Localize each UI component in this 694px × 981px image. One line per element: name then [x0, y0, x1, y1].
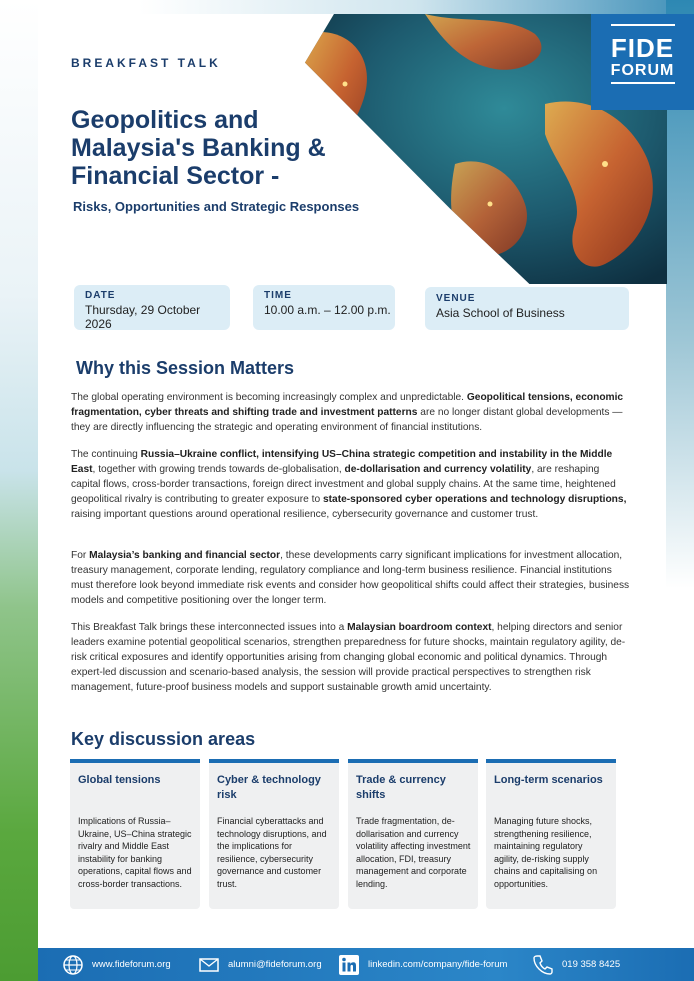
- card-trade-currency-shifts: [348, 759, 478, 909]
- website-link[interactable]: www.fideforum.org: [92, 959, 171, 970]
- venue-label: VENUE: [436, 293, 476, 304]
- time-value: 10.00 a.m. – 12.00 p.m.: [264, 303, 391, 317]
- right-gradient-bar: [666, 0, 694, 981]
- logo-underline: [611, 82, 675, 84]
- left-gradient-bar: [0, 0, 38, 981]
- card-body: Financial cyberattacks and technology disruptions, and the implications for resilience, cybersecurity governance and customer trust.: [217, 816, 327, 889]
- contact-footer: [38, 948, 694, 981]
- card-body: Managing future shocks, strengthening resilience, maintaining regulatory agility, de-risking supply chains and capitalising on opportunities.: [494, 816, 598, 889]
- body-text: , are reshaping capital flows, cross-border transactions, foreign direct investment and global supply chains. At the same time, heightened geopolitical rivalry is contributing to greater exposure to: [71, 464, 616, 505]
- body-text: raising important questions around operational resilience, cybersecurity governance and customer trust.: [71, 509, 539, 520]
- event-type-label: BREAKFAST TALK: [71, 56, 221, 70]
- page-subtitle: Risks, Opportunities and Strategic Responses: [73, 199, 360, 214]
- body-text: are no longer distant global developments — they are directly influencing the strategic and operating environment of financial institutions.: [71, 407, 623, 433]
- key-areas-heading: Key discussion areas: [71, 729, 256, 749]
- emphasis-text: de-dollarisation and currency volatility: [344, 464, 532, 475]
- top-decor-strip: [0, 0, 694, 14]
- time-label: TIME: [264, 290, 292, 301]
- logo-text-fide: FIDE: [610, 33, 675, 63]
- linkedin-icon: [338, 954, 360, 976]
- body-text: The continuing: [71, 449, 141, 460]
- envelope-icon: [198, 954, 220, 976]
- body-text: , these developments carry significant implications for investment allocation, treasury management, corporate lending, regulatory compliance and long-term business resilience. Financial institutions must therefore look beyond immediate risk events and consider how geopolitical shifts could affect their strategies, business models and competitive positioning over the longer term.: [71, 550, 630, 606]
- globe-icon: [62, 954, 84, 976]
- emphasis-text: Malaysian boardroom context: [347, 622, 492, 633]
- emphasis-text: Malaysia’s banking and financial sector: [89, 550, 281, 561]
- card-title: Global tensions: [78, 774, 161, 786]
- why-paragraph-1: [71, 390, 631, 435]
- logo-text-forum: FORUM: [610, 62, 675, 79]
- time-box: [253, 285, 395, 330]
- linkedin-link[interactable]: linkedin.com/company/fide-forum: [368, 959, 508, 970]
- why-paragraph-3: [71, 548, 631, 608]
- phone-number[interactable]: 019 358 8425: [562, 959, 621, 970]
- date-label: DATE: [85, 290, 116, 301]
- email-link[interactable]: alumni@fideforum.org: [228, 959, 322, 970]
- card-title: Trade & currency shifts: [356, 774, 446, 801]
- fide-forum-logo: [591, 14, 694, 110]
- emphasis-text: Geopolitical tensions, economic fragmentation, cyber threats and shifting trade and investment patterns: [71, 392, 624, 418]
- card-long-term-scenarios: [486, 759, 616, 909]
- card-global-tensions: [70, 759, 200, 909]
- card-body: Trade fragmentation, de-dollarisation and currency volatility affecting investment allocation, FDI, treasury management and corporate lending.: [356, 816, 471, 889]
- card-title: Long-term scenarios: [494, 774, 603, 786]
- card-body: Implications of Russia–Ukraine, US–China strategic rivalry and Middle East instability for banking operations, capital flows and cross-border transactions.: [78, 816, 192, 889]
- why-paragraph-4: [71, 620, 631, 695]
- footer-website[interactable]: [62, 948, 171, 981]
- body-text: , helping directors and senior leaders examine potential geopolitical scenarios, strengthen preparedness for future shocks, maintain regulatory agility, de-risk critical exposures and identify opportunities arising from changing global economic and political dynamics. Through expert-led discussion and scenario-based analysis, the session will provide practical perspectives to strengthen risk management, future-proof business models and support sustainable growth amid uncertainty.: [71, 622, 626, 693]
- card-title: Cyber & technology risk: [217, 774, 321, 801]
- body-text: For: [71, 550, 90, 561]
- logo-roof-icon: [611, 24, 675, 32]
- emphasis-text: state-sponsored cyber operations and technology disruptions,: [323, 494, 627, 505]
- emphasis-text: Russia–Ukraine conflict, intensifying US–China strategic competition and instability in the Middle East: [71, 449, 613, 475]
- venue-box: [425, 287, 629, 330]
- phone-icon: [532, 954, 554, 976]
- body-text: The global operating environment is becoming increasingly complex and unpredictable.: [71, 392, 467, 403]
- why-paragraph-2: [71, 447, 631, 522]
- footer-linkedin[interactable]: [338, 948, 507, 981]
- why-heading: Why this Session Matters: [76, 358, 295, 378]
- body-text: , together with growing trends towards de-globalisation,: [92, 464, 345, 475]
- date-value: Thursday, 29 October 2026: [85, 303, 201, 331]
- venue-value: Asia School of Business: [436, 306, 565, 320]
- footer-phone[interactable]: [532, 948, 620, 981]
- page-title: Geopolitics and Malaysia's Banking & Financial Sector -: [71, 106, 326, 190]
- body-text: This Breakfast Talk brings these interconnected issues into a: [71, 622, 348, 633]
- footer-email[interactable]: [198, 948, 322, 981]
- date-box: [74, 285, 230, 330]
- card-cyber-technology-risk: [209, 759, 339, 909]
